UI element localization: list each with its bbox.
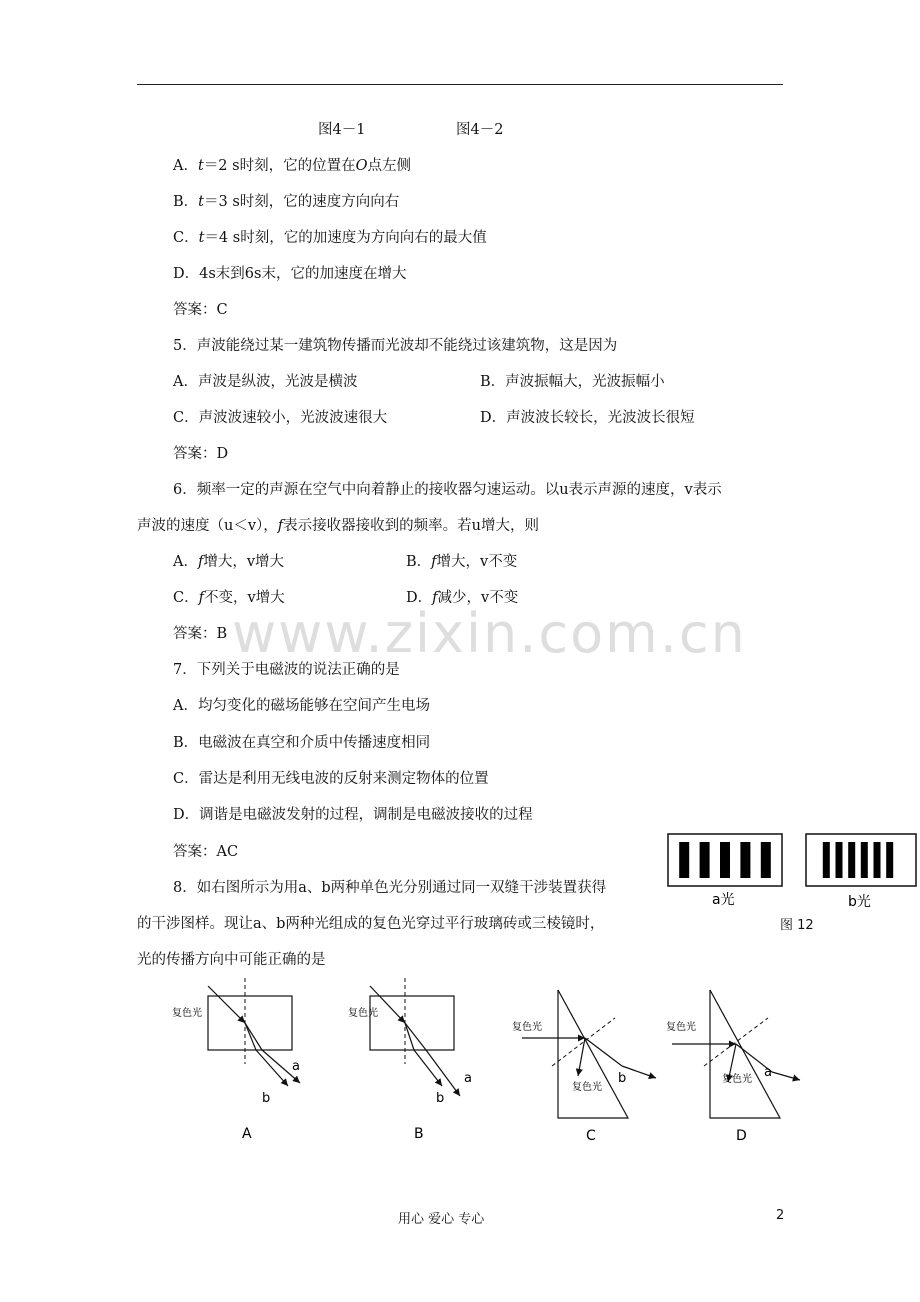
optics-diagrams	[160, 978, 820, 1153]
q5-stem: 5．声波能绕过某一建筑物传播而光波却不能绕过该建筑物，这是因为	[173, 338, 618, 354]
footer-page-number: 2	[776, 1208, 785, 1223]
pattern-a-label: a光	[712, 892, 735, 908]
q4-option-d: D．4s末到6s末，它的加速度在增大	[173, 266, 407, 282]
q7-option-b: B．电磁波在真空和介质中传播速度相同	[173, 735, 431, 751]
q6-stem-line1: 6．频率一定的声源在空气中向着静止的接收器匀速运动。以u表示声源的速度，v表示	[173, 482, 722, 498]
q4-answer: 答案：C	[173, 302, 228, 318]
diagram-b	[348, 978, 472, 1142]
diagram-b-label: B	[414, 1126, 424, 1142]
q6-option-d: D．f减少，v不变	[406, 590, 519, 606]
svg-text:复色光: 复色光	[348, 1008, 378, 1019]
fringe-bar	[848, 842, 855, 878]
fringe-bar	[874, 842, 881, 878]
svg-text:a: a	[292, 1059, 300, 1074]
fringe-bar	[700, 842, 710, 878]
pattern-b-fringes	[823, 842, 893, 878]
svg-text:复色光: 复色光	[722, 1074, 752, 1085]
q6-option-a: A．f增大，v增大	[173, 554, 285, 570]
q6-stem-line2: 声波的速度（u＜v），f表示接收器接收到的频率。若u增大，则	[137, 518, 539, 534]
q5-option-d: D．声波波长较长，光波波长很短	[480, 410, 695, 426]
figure-12-label: 图 12	[780, 918, 814, 933]
figure-label-4-1: 图4－1	[318, 122, 366, 138]
q4-option-a: A．t＝2 s时刻，它的位置在O点左侧	[173, 158, 411, 174]
pattern-b-label: b光	[848, 894, 871, 910]
q5-answer: 答案：D	[173, 446, 229, 462]
fringe-bar	[761, 842, 771, 878]
fringe-bar	[823, 842, 830, 878]
svg-text:b: b	[262, 1091, 271, 1106]
q5-option-a: A．声波是纵波，光波是横波	[173, 374, 358, 390]
diagram-d-label: D	[736, 1128, 747, 1144]
watermark: www.zixin.com.cn	[232, 602, 747, 665]
q6-option-c: C．f不变，v增大	[173, 590, 285, 606]
fringe-bar	[886, 842, 893, 878]
q8-stem-line3: 光的传播方向中可能正确的是	[137, 952, 326, 968]
fringe-bar	[679, 842, 689, 878]
fringe-bar	[861, 842, 868, 878]
pattern-a-fringes	[679, 842, 771, 878]
q5-option-c: C．声波波速较小，光波波速很大	[173, 410, 388, 426]
q7-option-c: C．雷达是利用无线电波的反射来测定物体的位置	[173, 771, 489, 787]
q5-option-b: B．声波振幅大，光波振幅小	[480, 374, 665, 390]
fringe-bar	[740, 842, 750, 878]
svg-text:a: a	[464, 1071, 472, 1086]
diagram-d	[666, 990, 800, 1144]
fringe-bar	[720, 842, 730, 878]
diagram-c	[512, 990, 656, 1144]
interference-patterns	[662, 828, 920, 928]
diagram-a-label: A	[242, 1126, 252, 1142]
q6-answer: 答案：B	[173, 626, 228, 642]
q4-option-b: B．t＝3 s时刻，它的速度方向向右	[173, 194, 400, 210]
header-rule	[137, 84, 783, 85]
svg-text:b: b	[618, 1071, 627, 1086]
footer-center: 用心 爱心 专心	[398, 1212, 485, 1227]
figure-label-4-2: 图4－2	[456, 122, 504, 138]
q6-option-b: B．f增大，v不变	[406, 554, 518, 570]
q7-answer: 答案：AC	[173, 844, 239, 860]
q8-stem-line1: 8．如右图所示为用a、b两种单色光分别通过同一双缝干涉装置获得	[173, 880, 607, 896]
q7-option-a: A．均匀变化的磁场能够在空间产生电场	[173, 698, 430, 714]
q7-stem: 7．下列关于电磁波的说法正确的是	[173, 662, 400, 678]
svg-text:复色光: 复色光	[512, 1022, 542, 1033]
svg-text:复色光: 复色光	[572, 1082, 602, 1093]
fringe-bar	[836, 842, 843, 878]
q8-stem-line2: 的干涉图样。现让a、b两种光组成的复色光穿过平行玻璃砖或三棱镜时，	[137, 916, 605, 932]
svg-text:b: b	[436, 1091, 445, 1106]
q4-option-c: C．t＝4 s时刻，它的加速度为方向向右的最大值	[173, 230, 487, 246]
q7-option-d: D．调谐是电磁波发射的过程，调制是电磁波接收的过程	[173, 807, 533, 823]
svg-text:复色光: 复色光	[172, 1008, 202, 1019]
svg-text:a: a	[764, 1065, 772, 1080]
diagram-c-label: C	[586, 1128, 596, 1144]
diagram-a	[172, 978, 300, 1142]
svg-text:复色光: 复色光	[666, 1022, 696, 1033]
